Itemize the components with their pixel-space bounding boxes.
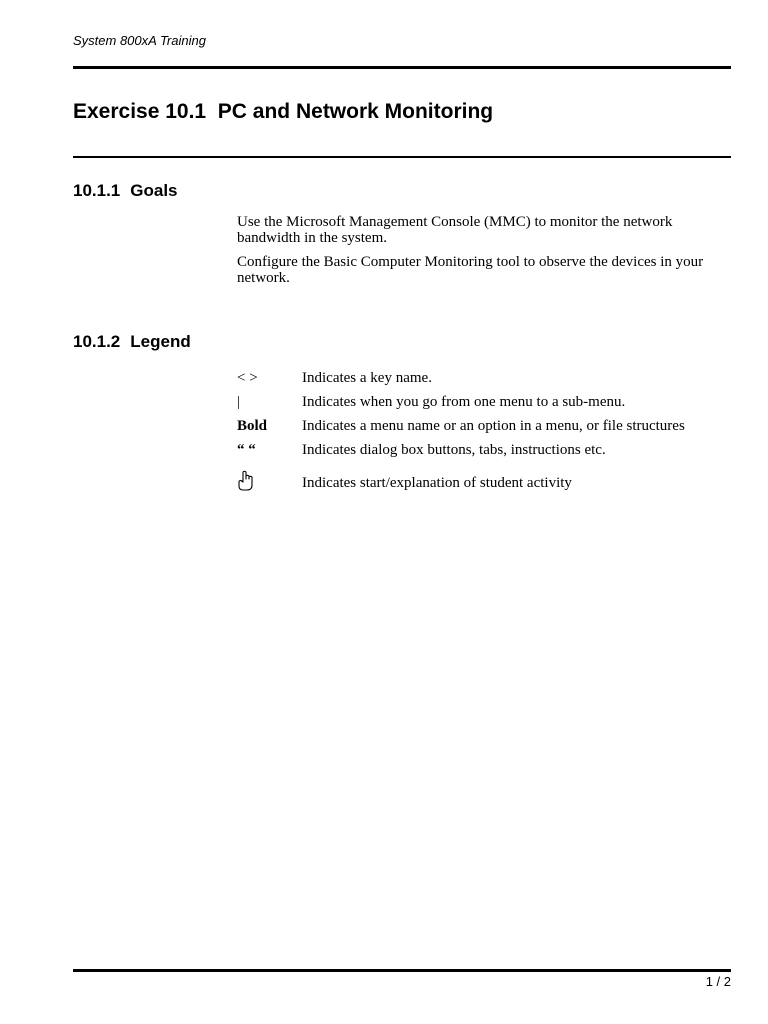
legend-row [237, 390, 731, 414]
legend-description: Indicates dialog box buttons, tabs, instructions etc. [302, 441, 606, 458]
legend-symbol: Bold [237, 417, 268, 434]
legend-description: Indicates a menu name or an option in a menu, or file structures [302, 417, 685, 434]
page-number: 1 / 2 [705, 974, 731, 989]
legend-symbol [237, 470, 302, 497]
pointing-hand-icon [237, 470, 255, 492]
legend-heading [73, 331, 191, 352]
legend-row [237, 366, 731, 390]
legend-symbol: < > [237, 369, 258, 386]
goals-heading [73, 180, 178, 201]
goals-section-title: Goals [130, 181, 178, 200]
goals-section-number: 10.1.1 [73, 181, 121, 200]
legend-symbol: “ “ [237, 441, 256, 458]
legend-description: Indicates start/explanation of student activity [302, 474, 572, 491]
title-divider [73, 156, 731, 158]
legend-row [237, 414, 731, 438]
legend-row [237, 438, 731, 462]
goals-paragraph: Use the Microsoft Management Console (MMC) to monitor the network bandwidth in the system. [237, 214, 673, 246]
legend-section-title: Legend [130, 332, 191, 351]
legend-description: Indicates when you go from one menu to a sub-menu. [302, 393, 626, 410]
footer-divider [73, 969, 731, 972]
legend-symbol: | [237, 393, 241, 410]
legend-description: Indicates a key name. [302, 369, 432, 386]
header-divider [73, 66, 731, 69]
exercise-label: Exercise 10.1 [73, 100, 207, 123]
exercise-title [73, 99, 493, 125]
exercise-name: PC and Network Monitoring [217, 100, 494, 123]
goals-paragraph: Configure the Basic Computer Monitoring tool to observe the devices in your network. [237, 254, 704, 286]
legend-table [237, 366, 731, 504]
legend-section-number: 10.1.2 [73, 332, 121, 351]
legend-row [237, 462, 731, 504]
goals-body [237, 214, 731, 294]
running-header: System 800xA Training [73, 33, 206, 48]
